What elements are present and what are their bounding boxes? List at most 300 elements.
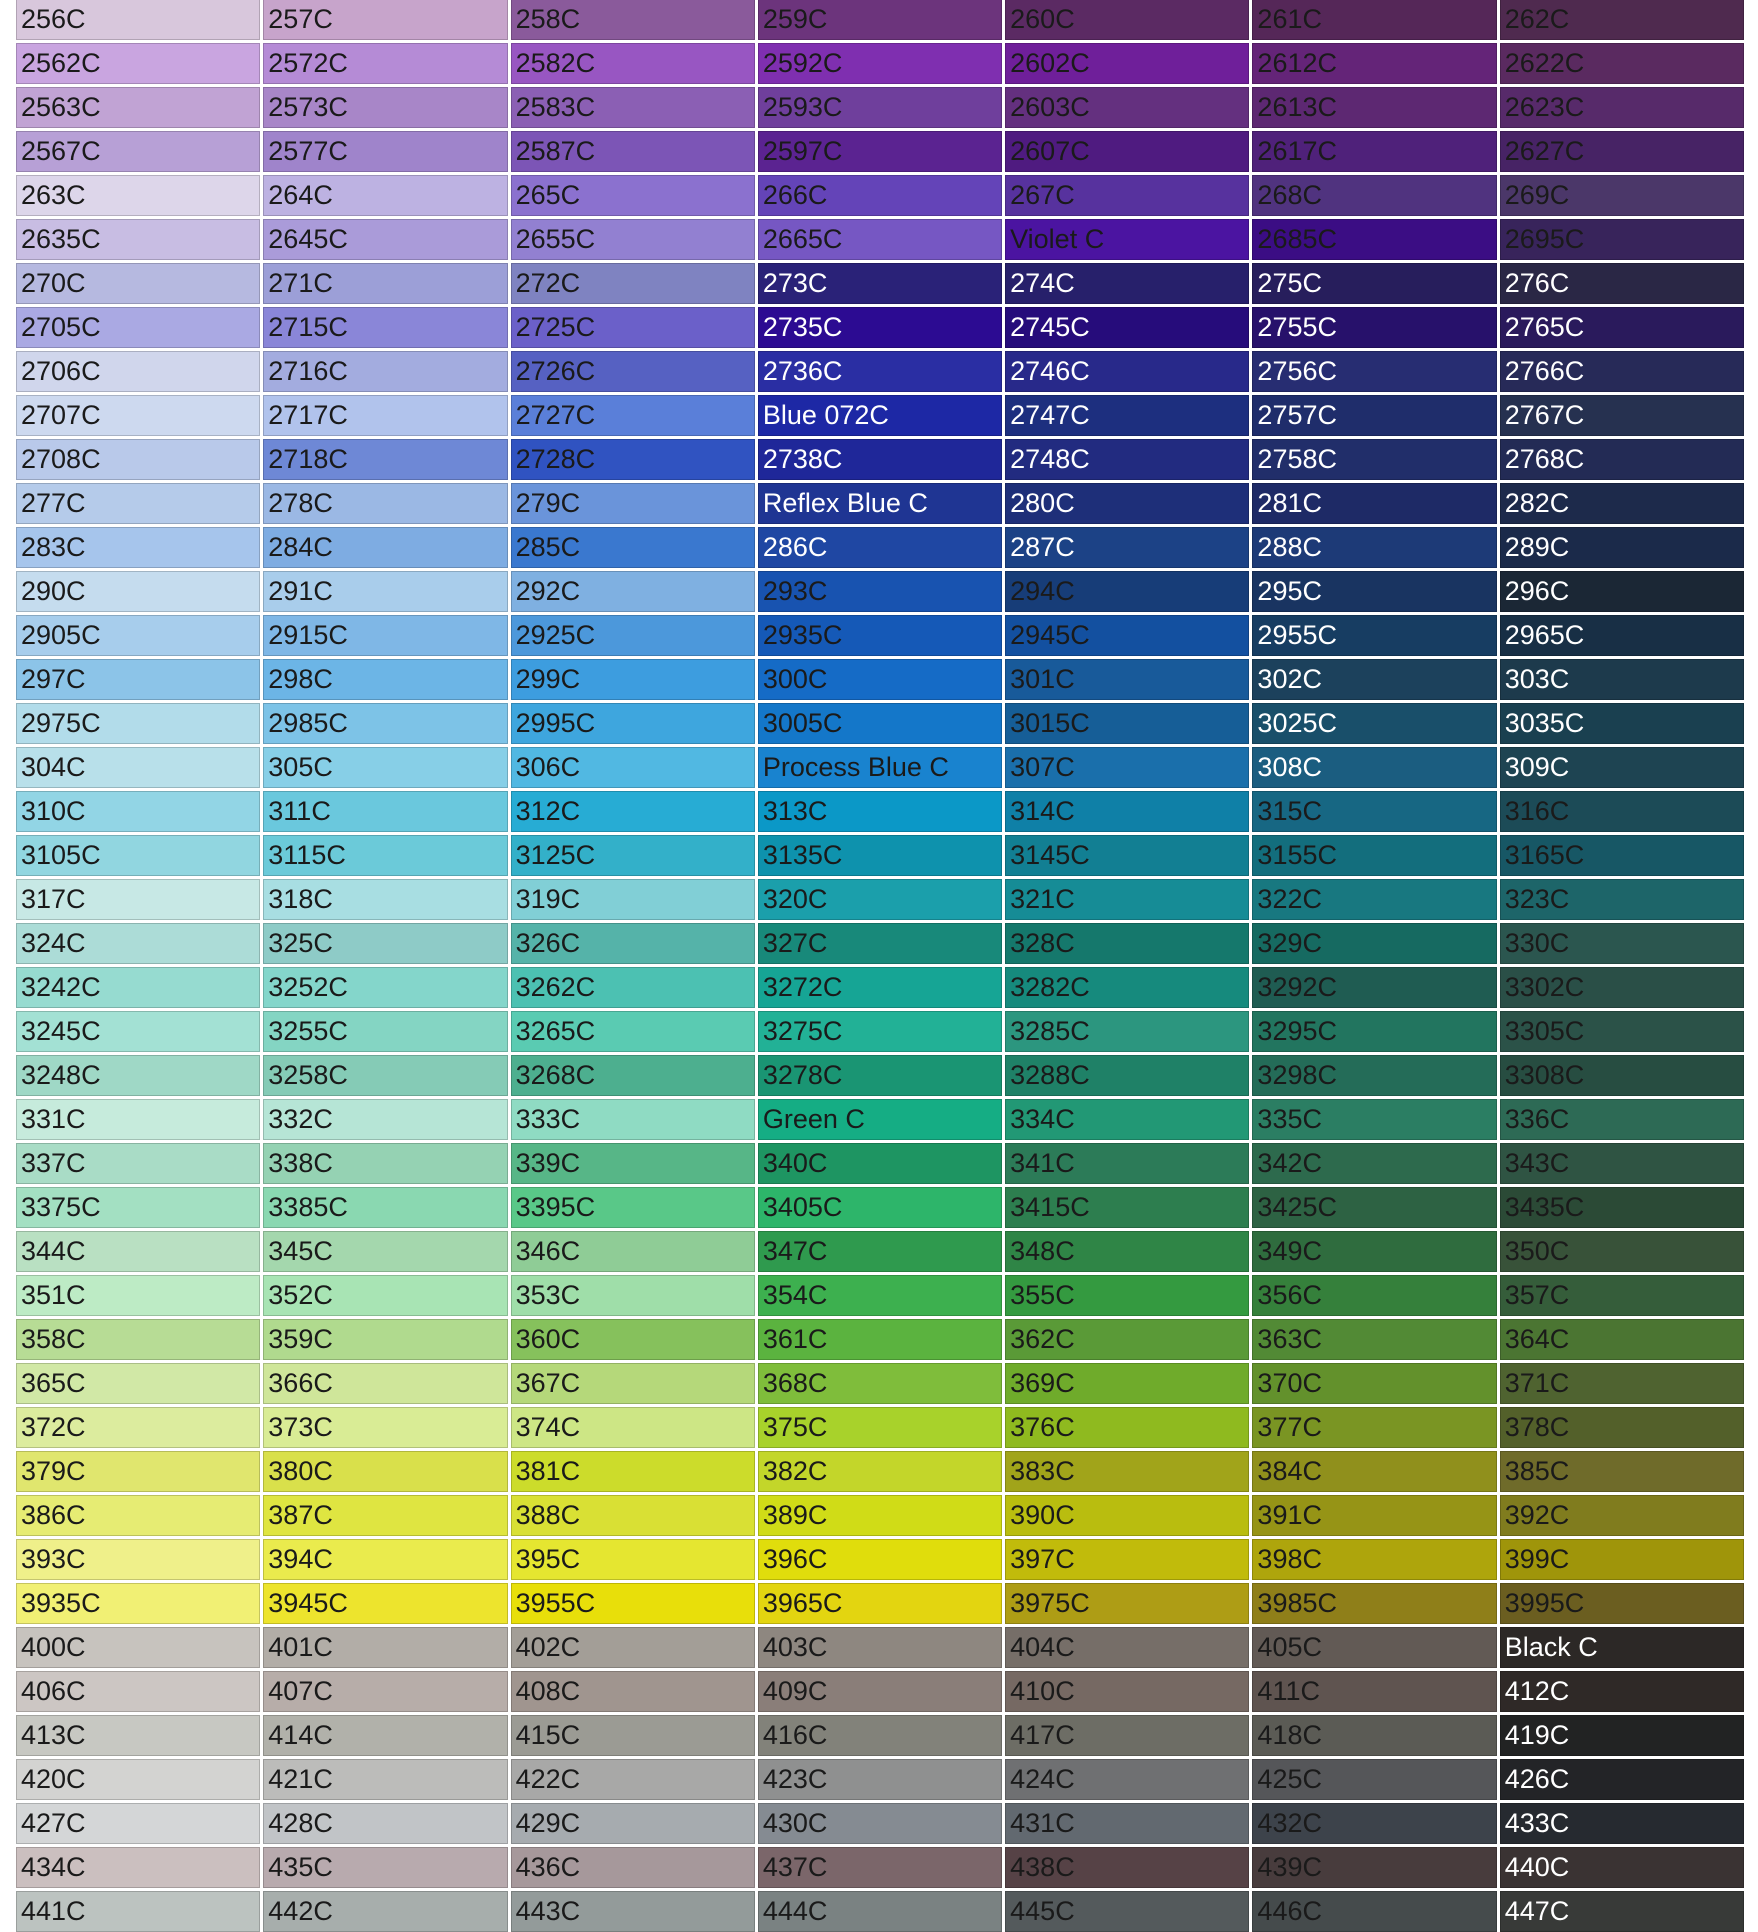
color-swatch: 2985C bbox=[263, 703, 507, 744]
color-swatch: 3965C bbox=[758, 1583, 1002, 1624]
color-swatch: 413C bbox=[16, 1715, 260, 1756]
color-swatch: 314C bbox=[1005, 791, 1249, 832]
color-swatch: 3025C bbox=[1252, 703, 1496, 744]
color-swatch: 2716C bbox=[263, 351, 507, 392]
color-swatch: 2768C bbox=[1500, 439, 1744, 480]
color-swatch: 426C bbox=[1500, 1759, 1744, 1800]
color-swatch: 305C bbox=[263, 747, 507, 788]
color-swatch: Process Blue C bbox=[758, 747, 1002, 788]
color-swatch: 353C bbox=[511, 1275, 755, 1316]
color-swatch: 432C bbox=[1252, 1803, 1496, 1844]
color-swatch: 380C bbox=[263, 1451, 507, 1492]
color-swatch: 3278C bbox=[758, 1055, 1002, 1096]
color-swatch: 272C bbox=[511, 263, 755, 304]
color-swatch: 299C bbox=[511, 659, 755, 700]
color-swatch: 291C bbox=[263, 571, 507, 612]
color-swatch: 2745C bbox=[1005, 307, 1249, 348]
color-swatch: 2612C bbox=[1252, 43, 1496, 84]
color-swatch: 360C bbox=[511, 1319, 755, 1360]
color-swatch: 286C bbox=[758, 527, 1002, 568]
color-swatch: 412C bbox=[1500, 1671, 1744, 1712]
color-swatch: Reflex Blue C bbox=[758, 483, 1002, 524]
color-swatch: 359C bbox=[263, 1319, 507, 1360]
color-swatch: 3255C bbox=[263, 1011, 507, 1052]
color-swatch: 2738C bbox=[758, 439, 1002, 480]
color-swatch: 439C bbox=[1252, 1847, 1496, 1888]
color-swatch: 379C bbox=[16, 1451, 260, 1492]
color-swatch: 2756C bbox=[1252, 351, 1496, 392]
color-swatch: 315C bbox=[1252, 791, 1496, 832]
color-swatch: 2592C bbox=[758, 43, 1002, 84]
color-swatch: 396C bbox=[758, 1539, 1002, 1580]
color-swatch: 3242C bbox=[16, 967, 260, 1008]
color-swatch: 323C bbox=[1500, 879, 1744, 920]
color-swatch: 2995C bbox=[511, 703, 755, 744]
color-swatch: 302C bbox=[1252, 659, 1496, 700]
color-swatch: 327C bbox=[758, 923, 1002, 964]
color-swatch: 2655C bbox=[511, 219, 755, 260]
color-swatch: 2695C bbox=[1500, 219, 1744, 260]
color-swatch: 3125C bbox=[511, 835, 755, 876]
color-swatch: 3252C bbox=[263, 967, 507, 1008]
color-swatch: 3415C bbox=[1005, 1187, 1249, 1228]
color-swatch: 391C bbox=[1252, 1495, 1496, 1536]
color-swatch: 350C bbox=[1500, 1231, 1744, 1272]
color-swatch: 384C bbox=[1252, 1451, 1496, 1492]
color-swatch: 306C bbox=[511, 747, 755, 788]
color-swatch: 3258C bbox=[263, 1055, 507, 1096]
color-swatch: 3155C bbox=[1252, 835, 1496, 876]
color-swatch: 269C bbox=[1500, 175, 1744, 216]
color-swatch: 3245C bbox=[16, 1011, 260, 1052]
color-swatch: 2725C bbox=[511, 307, 755, 348]
color-swatch: 259C bbox=[758, 0, 1002, 40]
color-swatch: 366C bbox=[263, 1363, 507, 1404]
color-swatch: 420C bbox=[16, 1759, 260, 1800]
color-swatch: 3302C bbox=[1500, 967, 1744, 1008]
color-swatch: 331C bbox=[16, 1099, 260, 1140]
color-swatch: 3035C bbox=[1500, 703, 1744, 744]
color-swatch: 2717C bbox=[263, 395, 507, 436]
color-swatch: 3248C bbox=[16, 1055, 260, 1096]
color-swatch: 3955C bbox=[511, 1583, 755, 1624]
color-swatch: 2603C bbox=[1005, 87, 1249, 128]
color-swatch: 337C bbox=[16, 1143, 260, 1184]
color-swatch: 442C bbox=[263, 1891, 507, 1932]
color-swatch: 385C bbox=[1500, 1451, 1744, 1492]
color-swatch: 401C bbox=[263, 1627, 507, 1668]
color-swatch: 423C bbox=[758, 1759, 1002, 1800]
color-swatch: 381C bbox=[511, 1451, 755, 1492]
color-swatch: 354C bbox=[758, 1275, 1002, 1316]
color-swatch: 3268C bbox=[511, 1055, 755, 1096]
color-swatch: 294C bbox=[1005, 571, 1249, 612]
color-swatch: 431C bbox=[1005, 1803, 1249, 1844]
color-swatch: 388C bbox=[511, 1495, 755, 1536]
color-swatch: 383C bbox=[1005, 1451, 1249, 1492]
color-swatch: 3995C bbox=[1500, 1583, 1744, 1624]
color-swatch: 376C bbox=[1005, 1407, 1249, 1448]
color-swatch: 2617C bbox=[1252, 131, 1496, 172]
color-swatch: 418C bbox=[1252, 1715, 1496, 1756]
color-swatch: 415C bbox=[511, 1715, 755, 1756]
color-swatch: 2735C bbox=[758, 307, 1002, 348]
color-swatch: 3292C bbox=[1252, 967, 1496, 1008]
color-swatch: 3375C bbox=[16, 1187, 260, 1228]
color-swatch: 2718C bbox=[263, 439, 507, 480]
color-swatch: 301C bbox=[1005, 659, 1249, 700]
color-swatch: 404C bbox=[1005, 1627, 1249, 1668]
color-swatch: 414C bbox=[263, 1715, 507, 1756]
color-swatch: 421C bbox=[263, 1759, 507, 1800]
color-swatch: 2623C bbox=[1500, 87, 1744, 128]
color-swatch: 273C bbox=[758, 263, 1002, 304]
color-swatch: 318C bbox=[263, 879, 507, 920]
color-swatch: 408C bbox=[511, 1671, 755, 1712]
color-swatch: 441C bbox=[16, 1891, 260, 1932]
color-swatch: 369C bbox=[1005, 1363, 1249, 1404]
color-swatch: 2572C bbox=[263, 43, 507, 84]
color-swatch: 2747C bbox=[1005, 395, 1249, 436]
color-swatch: 289C bbox=[1500, 527, 1744, 568]
color-swatch: 403C bbox=[758, 1627, 1002, 1668]
color-swatch: 347C bbox=[758, 1231, 1002, 1272]
color-swatch: 321C bbox=[1005, 879, 1249, 920]
color-swatch: 410C bbox=[1005, 1671, 1249, 1712]
color-swatch: 276C bbox=[1500, 263, 1744, 304]
color-swatch: 377C bbox=[1252, 1407, 1496, 1448]
color-swatch: 285C bbox=[511, 527, 755, 568]
color-swatch: 3288C bbox=[1005, 1055, 1249, 1096]
color-swatch: 398C bbox=[1252, 1539, 1496, 1580]
color-swatch: 402C bbox=[511, 1627, 755, 1668]
color-swatch: 2708C bbox=[16, 439, 260, 480]
color-swatch: 390C bbox=[1005, 1495, 1249, 1536]
color-swatch: 407C bbox=[263, 1671, 507, 1712]
color-swatch: 2955C bbox=[1252, 615, 1496, 656]
color-swatch: 335C bbox=[1252, 1099, 1496, 1140]
color-swatch: 447C bbox=[1500, 1891, 1744, 1932]
color-swatch: 399C bbox=[1500, 1539, 1744, 1580]
color-swatch: 3295C bbox=[1252, 1011, 1496, 1052]
color-swatch: 395C bbox=[511, 1539, 755, 1580]
color-swatch: 3425C bbox=[1252, 1187, 1496, 1228]
color-swatch: 419C bbox=[1500, 1715, 1744, 1756]
color-swatch: 319C bbox=[511, 879, 755, 920]
color-swatch: 349C bbox=[1252, 1231, 1496, 1272]
color-swatch: 332C bbox=[263, 1099, 507, 1140]
color-swatch: 3385C bbox=[263, 1187, 507, 1228]
color-swatch: 310C bbox=[16, 791, 260, 832]
color-swatch: 268C bbox=[1252, 175, 1496, 216]
color-swatch: 2975C bbox=[16, 703, 260, 744]
color-swatch: 322C bbox=[1252, 879, 1496, 920]
color-swatch: 270C bbox=[16, 263, 260, 304]
color-swatch: 344C bbox=[16, 1231, 260, 1272]
color-swatch: 312C bbox=[511, 791, 755, 832]
color-swatch: 3015C bbox=[1005, 703, 1249, 744]
color-swatch: 445C bbox=[1005, 1891, 1249, 1932]
color-swatch: 3975C bbox=[1005, 1583, 1249, 1624]
color-swatch: 2765C bbox=[1500, 307, 1744, 348]
color-swatch: 3145C bbox=[1005, 835, 1249, 876]
color-swatch: 2635C bbox=[16, 219, 260, 260]
color-swatch: 261C bbox=[1252, 0, 1496, 40]
color-swatch: 2905C bbox=[16, 615, 260, 656]
color-swatch: 325C bbox=[263, 923, 507, 964]
color-swatch: 320C bbox=[758, 879, 1002, 920]
color-swatch: 3298C bbox=[1252, 1055, 1496, 1096]
color-swatch: 2767C bbox=[1500, 395, 1744, 436]
color-swatch: 437C bbox=[758, 1847, 1002, 1888]
color-swatch: 367C bbox=[511, 1363, 755, 1404]
color-swatch: 2728C bbox=[511, 439, 755, 480]
color-swatch: 352C bbox=[263, 1275, 507, 1316]
color-swatch: Black C bbox=[1500, 1627, 1744, 1668]
color-swatch: 446C bbox=[1252, 1891, 1496, 1932]
color-swatch: 2645C bbox=[263, 219, 507, 260]
color-swatch: 364C bbox=[1500, 1319, 1744, 1360]
color-swatch: 257C bbox=[263, 0, 507, 40]
color-swatch: 3135C bbox=[758, 835, 1002, 876]
color-swatch: 338C bbox=[263, 1143, 507, 1184]
color-swatch: 343C bbox=[1500, 1143, 1744, 1184]
color-swatch: 397C bbox=[1005, 1539, 1249, 1580]
color-swatch: 362C bbox=[1005, 1319, 1249, 1360]
color-swatch: 382C bbox=[758, 1451, 1002, 1492]
color-swatch: 2665C bbox=[758, 219, 1002, 260]
color-swatch: 2935C bbox=[758, 615, 1002, 656]
color-swatch: 271C bbox=[263, 263, 507, 304]
color-swatch: 361C bbox=[758, 1319, 1002, 1360]
color-swatch: 2746C bbox=[1005, 351, 1249, 392]
color-swatch: 2736C bbox=[758, 351, 1002, 392]
color-swatch: 3285C bbox=[1005, 1011, 1249, 1052]
color-swatch: 263C bbox=[16, 175, 260, 216]
color-swatch: 434C bbox=[16, 1847, 260, 1888]
color-swatch: 267C bbox=[1005, 175, 1249, 216]
color-swatch: 2766C bbox=[1500, 351, 1744, 392]
color-swatch: 436C bbox=[511, 1847, 755, 1888]
color-swatch: 278C bbox=[263, 483, 507, 524]
color-swatch: 424C bbox=[1005, 1759, 1249, 1800]
color-swatch: 405C bbox=[1252, 1627, 1496, 1668]
color-swatch: 256C bbox=[16, 0, 260, 40]
color-swatch: 328C bbox=[1005, 923, 1249, 964]
color-swatch: 2593C bbox=[758, 87, 1002, 128]
color-swatch: 313C bbox=[758, 791, 1002, 832]
color-swatch: 3105C bbox=[16, 835, 260, 876]
color-swatch: 411C bbox=[1252, 1671, 1496, 1712]
color-swatch: 2582C bbox=[511, 43, 755, 84]
color-swatch: 330C bbox=[1500, 923, 1744, 964]
color-swatch: 288C bbox=[1252, 527, 1496, 568]
color-swatch: 2945C bbox=[1005, 615, 1249, 656]
color-swatch: 336C bbox=[1500, 1099, 1744, 1140]
color-swatch: 416C bbox=[758, 1715, 1002, 1756]
color-swatch: 372C bbox=[16, 1407, 260, 1448]
color-swatch: 357C bbox=[1500, 1275, 1744, 1316]
color-swatch: 393C bbox=[16, 1539, 260, 1580]
color-swatch: Green C bbox=[758, 1099, 1002, 1140]
color-swatch: 373C bbox=[263, 1407, 507, 1448]
color-swatch: 2622C bbox=[1500, 43, 1744, 84]
color-swatch: 3395C bbox=[511, 1187, 755, 1228]
color-swatch: 3265C bbox=[511, 1011, 755, 1052]
color-swatch: 433C bbox=[1500, 1803, 1744, 1844]
color-swatch: 2748C bbox=[1005, 439, 1249, 480]
color-swatch: 2567C bbox=[16, 131, 260, 172]
color-swatch: 440C bbox=[1500, 1847, 1744, 1888]
color-swatch: 304C bbox=[16, 747, 260, 788]
color-swatch: 3275C bbox=[758, 1011, 1002, 1052]
color-swatch: 2758C bbox=[1252, 439, 1496, 480]
color-swatch: 2705C bbox=[16, 307, 260, 348]
color-swatch: 345C bbox=[263, 1231, 507, 1272]
color-swatch: 2562C bbox=[16, 43, 260, 84]
color-swatch: 316C bbox=[1500, 791, 1744, 832]
color-swatch-grid bbox=[14, 0, 1744, 1932]
color-swatch: 375C bbox=[758, 1407, 1002, 1448]
color-swatch: 2573C bbox=[263, 87, 507, 128]
color-swatch: Violet C bbox=[1005, 219, 1249, 260]
color-swatch: 298C bbox=[263, 659, 507, 700]
color-swatch: 429C bbox=[511, 1803, 755, 1844]
color-swatch: 371C bbox=[1500, 1363, 1744, 1404]
color-swatch: 282C bbox=[1500, 483, 1744, 524]
color-swatch: 358C bbox=[16, 1319, 260, 1360]
color-swatch: 333C bbox=[511, 1099, 755, 1140]
color-swatch: 2597C bbox=[758, 131, 1002, 172]
color-swatch: 2727C bbox=[511, 395, 755, 436]
color-swatch: 438C bbox=[1005, 1847, 1249, 1888]
color-swatch: 3005C bbox=[758, 703, 1002, 744]
color-swatch: 292C bbox=[511, 571, 755, 612]
color-swatch: 427C bbox=[16, 1803, 260, 1844]
color-swatch: 389C bbox=[758, 1495, 1002, 1536]
color-swatch: 326C bbox=[511, 923, 755, 964]
color-swatch: 406C bbox=[16, 1671, 260, 1712]
color-swatch: 300C bbox=[758, 659, 1002, 700]
color-swatch: 386C bbox=[16, 1495, 260, 1536]
color-swatch: 295C bbox=[1252, 571, 1496, 612]
color-swatch: 2583C bbox=[511, 87, 755, 128]
color-swatch: 265C bbox=[511, 175, 755, 216]
color-swatch: 340C bbox=[758, 1143, 1002, 1184]
color-swatch: 303C bbox=[1500, 659, 1744, 700]
color-swatch: 334C bbox=[1005, 1099, 1249, 1140]
color-swatch: 308C bbox=[1252, 747, 1496, 788]
color-swatch: 277C bbox=[16, 483, 260, 524]
color-swatch: 417C bbox=[1005, 1715, 1249, 1756]
color-swatch: 2685C bbox=[1252, 219, 1496, 260]
color-swatch: 430C bbox=[758, 1803, 1002, 1844]
color-swatch: 387C bbox=[263, 1495, 507, 1536]
color-swatch: 342C bbox=[1252, 1143, 1496, 1184]
color-swatch: 422C bbox=[511, 1759, 755, 1800]
color-swatch: 435C bbox=[263, 1847, 507, 1888]
color-swatch: 378C bbox=[1500, 1407, 1744, 1448]
color-swatch: Blue 072C bbox=[758, 395, 1002, 436]
color-swatch: 329C bbox=[1252, 923, 1496, 964]
color-swatch: 3985C bbox=[1252, 1583, 1496, 1624]
color-swatch: 2613C bbox=[1252, 87, 1496, 128]
color-swatch: 3308C bbox=[1500, 1055, 1744, 1096]
color-swatch: 425C bbox=[1252, 1759, 1496, 1800]
color-swatch: 2607C bbox=[1005, 131, 1249, 172]
color-swatch: 324C bbox=[16, 923, 260, 964]
color-swatch: 297C bbox=[16, 659, 260, 700]
color-swatch: 264C bbox=[263, 175, 507, 216]
color-swatch: 2757C bbox=[1252, 395, 1496, 436]
color-swatch: 2965C bbox=[1500, 615, 1744, 656]
color-swatch: 3405C bbox=[758, 1187, 1002, 1228]
color-swatch: 392C bbox=[1500, 1495, 1744, 1536]
color-swatch: 370C bbox=[1252, 1363, 1496, 1404]
color-swatch: 3115C bbox=[263, 835, 507, 876]
color-swatch: 2627C bbox=[1500, 131, 1744, 172]
color-swatch: 290C bbox=[16, 571, 260, 612]
color-swatch: 266C bbox=[758, 175, 1002, 216]
color-swatch: 2602C bbox=[1005, 43, 1249, 84]
color-swatch: 2915C bbox=[263, 615, 507, 656]
color-swatch: 365C bbox=[16, 1363, 260, 1404]
color-swatch: 2587C bbox=[511, 131, 755, 172]
color-swatch: 339C bbox=[511, 1143, 755, 1184]
color-swatch: 3935C bbox=[16, 1583, 260, 1624]
color-swatch: 346C bbox=[511, 1231, 755, 1272]
color-swatch: 262C bbox=[1500, 0, 1744, 40]
color-swatch: 363C bbox=[1252, 1319, 1496, 1360]
color-swatch: 258C bbox=[511, 0, 755, 40]
color-swatch: 3165C bbox=[1500, 835, 1744, 876]
color-swatch: 293C bbox=[758, 571, 1002, 612]
color-swatch: 443C bbox=[511, 1891, 755, 1932]
color-swatch: 2706C bbox=[16, 351, 260, 392]
color-swatch: 2715C bbox=[263, 307, 507, 348]
color-swatch: 368C bbox=[758, 1363, 1002, 1404]
color-swatch: 409C bbox=[758, 1671, 1002, 1712]
color-swatch: 281C bbox=[1252, 483, 1496, 524]
color-swatch: 348C bbox=[1005, 1231, 1249, 1272]
color-swatch: 351C bbox=[16, 1275, 260, 1316]
color-swatch: 428C bbox=[263, 1803, 507, 1844]
color-swatch: 275C bbox=[1252, 263, 1496, 304]
color-swatch: 309C bbox=[1500, 747, 1744, 788]
color-swatch: 2726C bbox=[511, 351, 755, 392]
color-swatch: 2707C bbox=[16, 395, 260, 436]
color-swatch: 3262C bbox=[511, 967, 755, 1008]
color-swatch: 2925C bbox=[511, 615, 755, 656]
color-swatch: 3945C bbox=[263, 1583, 507, 1624]
color-swatch: 311C bbox=[263, 791, 507, 832]
color-swatch: 317C bbox=[16, 879, 260, 920]
color-swatch: 283C bbox=[16, 527, 260, 568]
color-swatch: 3435C bbox=[1500, 1187, 1744, 1228]
color-swatch: 444C bbox=[758, 1891, 1002, 1932]
color-swatch: 341C bbox=[1005, 1143, 1249, 1184]
color-swatch: 400C bbox=[16, 1627, 260, 1668]
color-swatch: 356C bbox=[1252, 1275, 1496, 1316]
color-swatch: 2755C bbox=[1252, 307, 1496, 348]
color-swatch: 284C bbox=[263, 527, 507, 568]
color-swatch: 274C bbox=[1005, 263, 1249, 304]
color-swatch: 260C bbox=[1005, 0, 1249, 40]
color-swatch: 3272C bbox=[758, 967, 1002, 1008]
color-swatch: 2563C bbox=[16, 87, 260, 128]
color-swatch: 280C bbox=[1005, 483, 1249, 524]
color-swatch: 279C bbox=[511, 483, 755, 524]
